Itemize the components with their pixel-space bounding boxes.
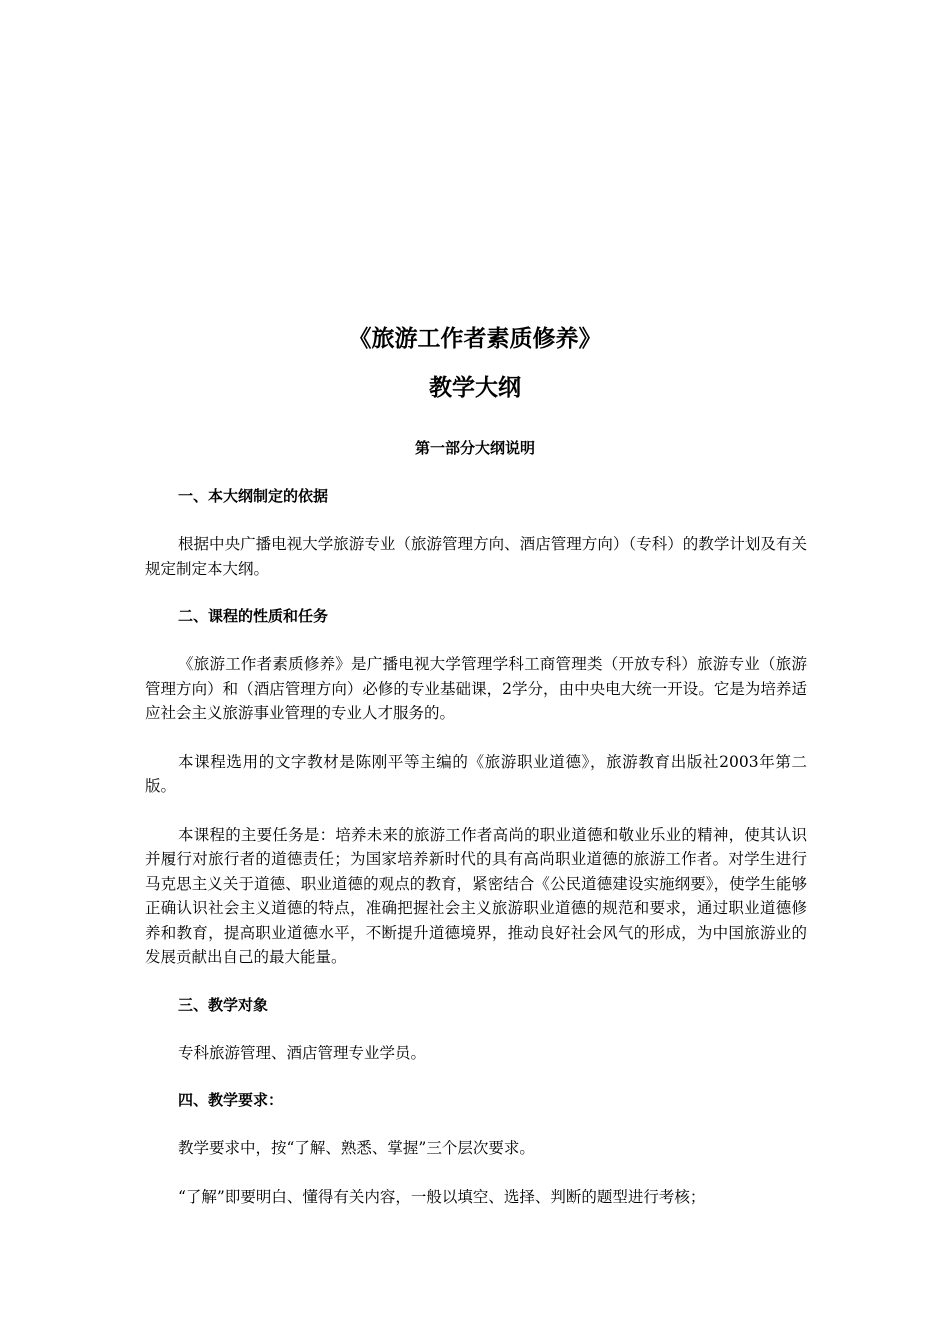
- section-heading-requirements: 四、教学要求：: [178, 1091, 284, 1109]
- document-title: 《旅游工作者素质修养》: [348, 326, 602, 352]
- paragraph-nature-3: 本课程的主要任务是：培养未来的旅游工作者高尚的职业道德和敬业乐业的精神，使其认识并履行对旅行者的道德责任；为国家培养新时代的具有高尚职业道德的旅游工作者。对学生进行马克思主义关于道德、职业道德的观点的教育，紧密结合《公民道德建设实施纲要》，使学生能够正确认识社会主义道德的特点，准确把握社会主义旅游职业道德的规范和要求，通过职业道德修养和教育，提高职业道德水平，不断提升道德境界，推动良好社会风气的形成，为中国旅游业的发展贡献出自己的最大能量。: [145, 825, 807, 966]
- section-heading-basis: 一、本大纲制定的依据: [178, 487, 329, 505]
- paragraph-requirements-1: 教学要求中，按“了解、熟悉、掌握”三个层次要求。: [178, 1139, 535, 1157]
- section-heading-nature: 二、课程的性质和任务: [178, 607, 329, 625]
- paragraph-audience: 专科旅游管理、酒店管理专业学员。: [178, 1043, 427, 1062]
- document-subtitle: 教学大纲: [429, 375, 521, 401]
- paragraph-nature-1: 《旅游工作者素质修养》是广播电视大学管理学科工商管理类（开放专科）旅游专业（旅游管理方向）和（酒店管理方向）必修的专业基础课，2学分，由中央电大统一开设。它是为培养适应社会主义旅游事业管理的专业人才服务的。: [145, 655, 807, 722]
- section-heading-audience: 三、教学对象: [178, 995, 269, 1014]
- paragraph-basis: 根据中央广播电视大学旅游专业（旅游管理方向、酒店管理方向）（专科）的教学计划及有关规定制定本大纲。: [145, 535, 807, 578]
- part-heading: 第一部分大纲说明: [414, 439, 535, 457]
- document-body: [145, 486, 807, 1209]
- paragraph-nature-2: 本课程选用的文字教材是陈刚平等主编的《旅游职业道德》，旅游教育出版社2003年第二版。: [145, 752, 807, 795]
- paragraph-requirements-2: “了解”即要明白、懂得有关内容，一般以填空、选择、判断的题型进行考核；: [178, 1187, 706, 1206]
